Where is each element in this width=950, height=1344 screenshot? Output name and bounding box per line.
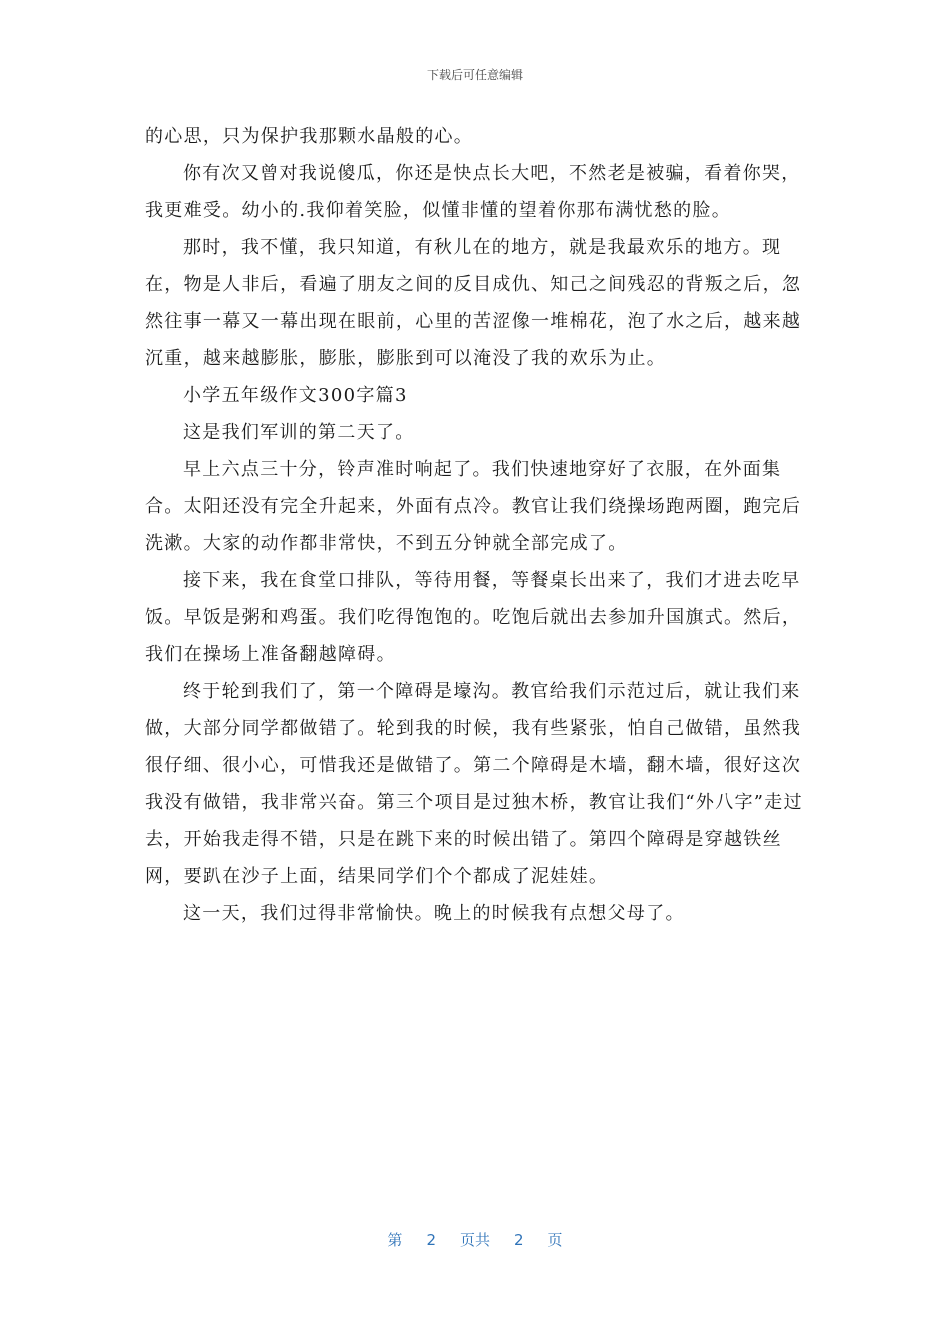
section-heading: 小学五年级作文300字篇3	[183, 385, 408, 406]
paragraph-8: 终于轮到我们了，第一个障碍是壕沟。教官给我们示范过后，就让我们来做，大部分同学都做错了。轮到我的时候，我有些紧张，怕自己做错，虽然我很仔细、很小心，可惜我还是做错了。第二个障碍是木墙，翻木墙，很好这次我没有做错，我非常兴奋。第三个项目是过独木桥，教官让我们“外八字”走过去，开始我走得不错，只是在跳下来的时候出错了。第四个障碍是穿越铁丝网，要趴在沙子上面，结果同学们个个都成了泥娃娃。	[145, 681, 803, 887]
paragraph-7: 接下来，我在食堂口排队，等待用餐，等餐桌长出来了，我们才进去吃早饭。早饭是粥和鸡蛋。我们吃得饱饱的。吃饱后就出去参加升国旗式。然后，我们在操场上准备翻越障碍。	[145, 570, 802, 665]
paragraph-3: 那时，我不懂，我只知道，有秋儿在的地方，就是我最欢乐的地方。现在，物是人非后，看遍了朋友之间的反目成仇、知己之间残忍的背叛之后，忽然往事一幕又一幕出现在眼前，心里的苦涩像一堆棉花，泡了水之后，越来越沉重，越来越膨胀，膨胀，膨胀到可以淹没了我的欢乐为止。	[145, 237, 802, 369]
paragraph-1: 的心思，只为保护我那颗水晶般的心。	[145, 126, 474, 147]
footer-middle: 页共	[459, 1231, 490, 1249]
footer-prefix: 第	[387, 1231, 403, 1249]
total-pages-number: 2	[514, 1231, 524, 1249]
paragraph-6: 早上六点三十分，铃声准时响起了。我们快速地穿好了衣服，在外面集合。太阳还没有完全升起来，外面有点冷。教官让我们绕操场跑两圈，跑完后洗漱。大家的动作都非常快，不到五分钟就全部完成了。	[145, 459, 802, 554]
current-page-number: 2	[426, 1231, 436, 1249]
page-header: 下载后可任意编辑	[426, 68, 523, 82]
paragraph-9: 这一天，我们过得非常愉快。晚上的时候我有点想父母了。	[183, 903, 685, 924]
paragraph-5: 这是我们军训的第二天了。	[183, 422, 415, 443]
document-body	[145, 118, 807, 932]
footer-suffix: 页	[547, 1231, 563, 1249]
page-footer	[0, 1229, 950, 1250]
paragraph-2: 你有次又曾对我说傻瓜，你还是快点长大吧，不然老是被骗，看着你哭，我更难受。幼小的.我仰着笑脸，似懂非懂的望着你那布满忧愁的脸。	[145, 163, 801, 221]
